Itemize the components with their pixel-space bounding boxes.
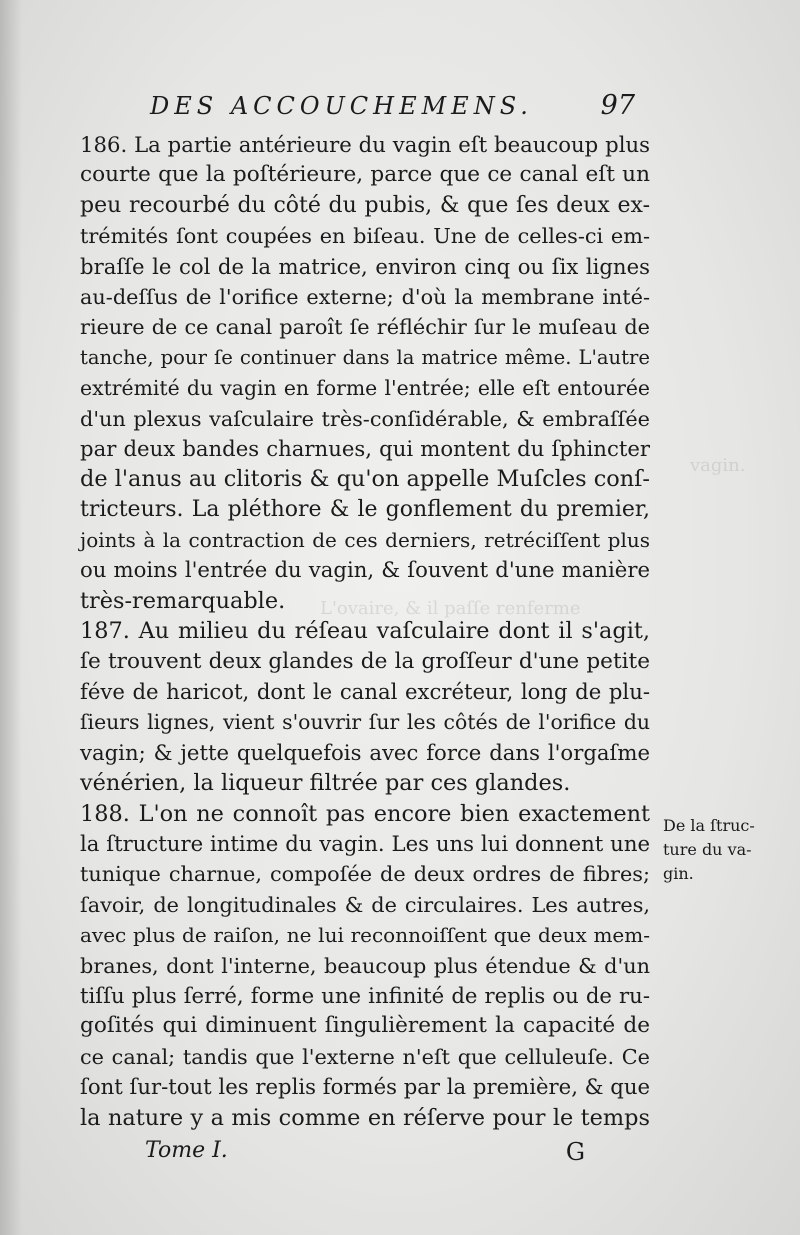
text-line: branes, dont l'interne, beaucoup plus étendue & d'un — [80, 953, 650, 978]
text-line: 187. Au milieu du réſeau vaſculaire dont il s'agit, — [80, 618, 650, 645]
text-line: au-deſſus de l'orifice externe; d'où la membrane inté- — [80, 284, 650, 309]
marginal-note-line: De la ſtruc- — [663, 816, 755, 835]
text-line: la nature y a mis comme en réſerve pour le temps — [80, 1104, 650, 1131]
text-line: peu recourbé du côté du pubis, & que ſes deux ex- — [80, 192, 650, 218]
text-line: de l'anus au clitoris & qu'on appelle Muſcles conſ- — [80, 466, 650, 493]
marginal-note — [663, 814, 793, 886]
text-line: tricteurs. La pléthore & le gonflement du premier, — [80, 496, 650, 522]
text-line: féve de haricot, dont le canal excréteur, long de plu- — [80, 679, 650, 705]
text-line: 188. L'on ne connoît pas encore bien exactement — [80, 800, 650, 827]
text-line: tiſſu plus ſerré, forme une infinité de replis ou de ru- — [80, 982, 650, 1008]
text-line: joints à la contraction de ces derniers, retréciſſent plus — [80, 528, 650, 553]
text-line: ſont ſur-tout les replis formés par la première, & que — [80, 1074, 651, 1100]
text-line: par deux bandes charnues, qui montent du ſphincter — [80, 435, 650, 461]
page-gutter-shadow — [0, 0, 22, 1235]
volume-label: Tome I. — [145, 1138, 228, 1163]
page-number: 97 — [600, 90, 635, 121]
bleed-through-text: L'ovaire, & il paſſe renferme — [320, 598, 581, 619]
text-line: trémités ſont coupées en biſeau. Une de celles-ci em- — [80, 224, 650, 249]
text-line: ou moins l'entrée du vagin, & ſouvent d'une manière — [80, 557, 650, 583]
text-line: ce canal; tandis que l'externe n'eſt que celluleuſe. Ce — [80, 1044, 650, 1069]
text-line: rieure de ce canal paroît ſe réfléchir ſur le muſeau de — [80, 315, 650, 340]
text-line: ſieurs lignes, vient s'ouvrir ſur les côtés de l'orifice du — [80, 710, 650, 735]
text-line: vagin; & jette quelquefois avec force dans l'orgaſme — [80, 739, 650, 765]
text-line: d'un plexus vaſculaire très-conſidérable, & embraſſée — [80, 406, 650, 431]
text-line: extrémité du vagin en forme l'entrée; elle eſt entourée — [80, 376, 650, 401]
text-line: tunique charnue, compoſée de deux ordres de fibres; — [80, 862, 650, 887]
marginal-note-line: ture du va- — [663, 840, 752, 859]
text-line: braſſe le col de la matrice, environ cinq ou ſix lignes — [80, 253, 650, 279]
text-line: avec plus de raiſon, ne lui reconnoiſſent que deux mem- — [80, 923, 650, 948]
text-line: courte que la poſtérieure, parce que ce canal eſt un — [80, 162, 650, 188]
body-text — [80, 130, 650, 1133]
text-line: tanche, pour ſe continuer dans la matrice même. L'autre — [80, 345, 650, 369]
marginal-note-line: gin. — [663, 864, 694, 883]
text-line: ſe trouvent deux glandes de la groſſeur d'une petite — [80, 648, 650, 674]
text-line: très-remarquable. — [80, 587, 286, 614]
text-line: la ſtructure intime du vagin. Les uns lui donnent une — [80, 830, 650, 856]
running-title: DES ACCOUCHEMENS. — [150, 92, 533, 120]
text-line: 186. La partie antérieure du vagin eſt beaucoup plus — [80, 132, 650, 157]
page-footer — [145, 1138, 585, 1174]
running-head — [150, 92, 635, 124]
text-line: goſités qui diminuent ſingulièrement la capacité de — [80, 1013, 650, 1039]
bleed-through-text: vagin. — [690, 455, 746, 476]
text-line: ſavoir, de longitudinales & de circulaires. Les autres, — [80, 892, 650, 917]
signature-mark: G — [565, 1138, 585, 1166]
text-line: vénérien, la liqueur filtrée par ces glandes. — [80, 770, 571, 797]
